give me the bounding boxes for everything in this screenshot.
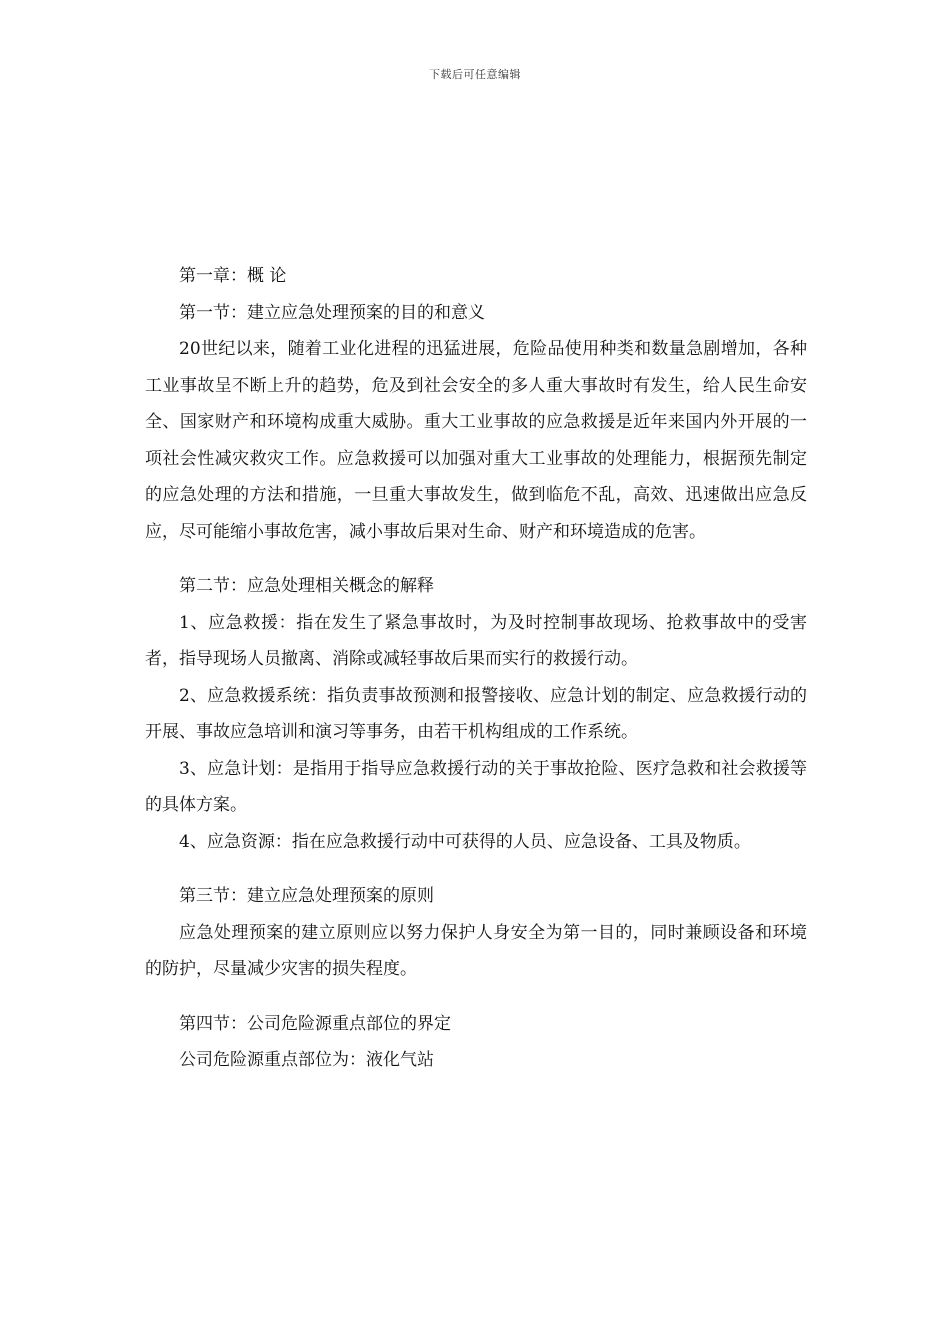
section4-title: 第四节：公司危险源重点部位的界定 bbox=[179, 1013, 451, 1034]
definition-item: 2、应急救援系统：指负责事故预测和报警接收、应急计划的制定、应急救援行动的开展、事故应急培训和演习等事务，由若干机构组成的工作系统。 bbox=[145, 685, 807, 742]
definition-item: 1、应急救援：指在发生了紧急事故时，为及时控制事故现场、抢救事故中的受害者，指导现场人员撤离、消除或减轻事故后果而实行的救援行动。 bbox=[145, 612, 807, 669]
section2-title: 第二节：应急处理相关概念的解释 bbox=[179, 576, 434, 596]
section-spacer bbox=[145, 860, 807, 878]
page-header: 下载后可任意编辑 bbox=[429, 68, 521, 81]
chapter-title: 第一章：概 论 bbox=[179, 266, 287, 286]
section3-title: 第三节：建立应急处理预案的原则 bbox=[179, 886, 434, 906]
document-body bbox=[145, 258, 807, 1079]
section3-paragraph: 应急处理预案的建立原则应以努力保护人身安全为第一目的，同时兼顾设备和环境的防护，尽量减少灾害的损失程度。 bbox=[145, 922, 807, 979]
definition-item: 3、应急计划：是指用于指导应急救援行动的关于事故抢险、医疗急救和社会救援等的具体方案。 bbox=[145, 758, 807, 815]
section4-paragraph: 公司危险源重点部位为：液化气站 bbox=[179, 1050, 434, 1070]
definition-item: 4、应急资源：指在应急救援行动中可获得的人员、应急设备、工具及物质。 bbox=[179, 831, 751, 852]
section-spacer bbox=[145, 988, 807, 1006]
section1-paragraph: 20世纪以来，随着工业化进程的迅猛进展，危险品使用种类和数量急剧增加，各种工业事故呈不断上升的趋势，危及到社会安全的多人重大事故时有发生，给人民生命安全、国家财产和环境构成重大威胁。重大工业事故的应急救援是近年来国内外开展的一项社会性减灾救灾工作。应急救援可以加强对重大工业事故的处理能力，根据预先制定的应急处理的方法和措施，一旦重大事故发生，做到临危不乱，高效、迅速做出应急反应，尽可能缩小事故危害，减小事故后果对生命、财产和环境造成的危害。 bbox=[145, 339, 807, 542]
section1-title: 第一节：建立应急处理预案的目的和意义 bbox=[179, 302, 485, 323]
section-spacer bbox=[145, 550, 807, 568]
